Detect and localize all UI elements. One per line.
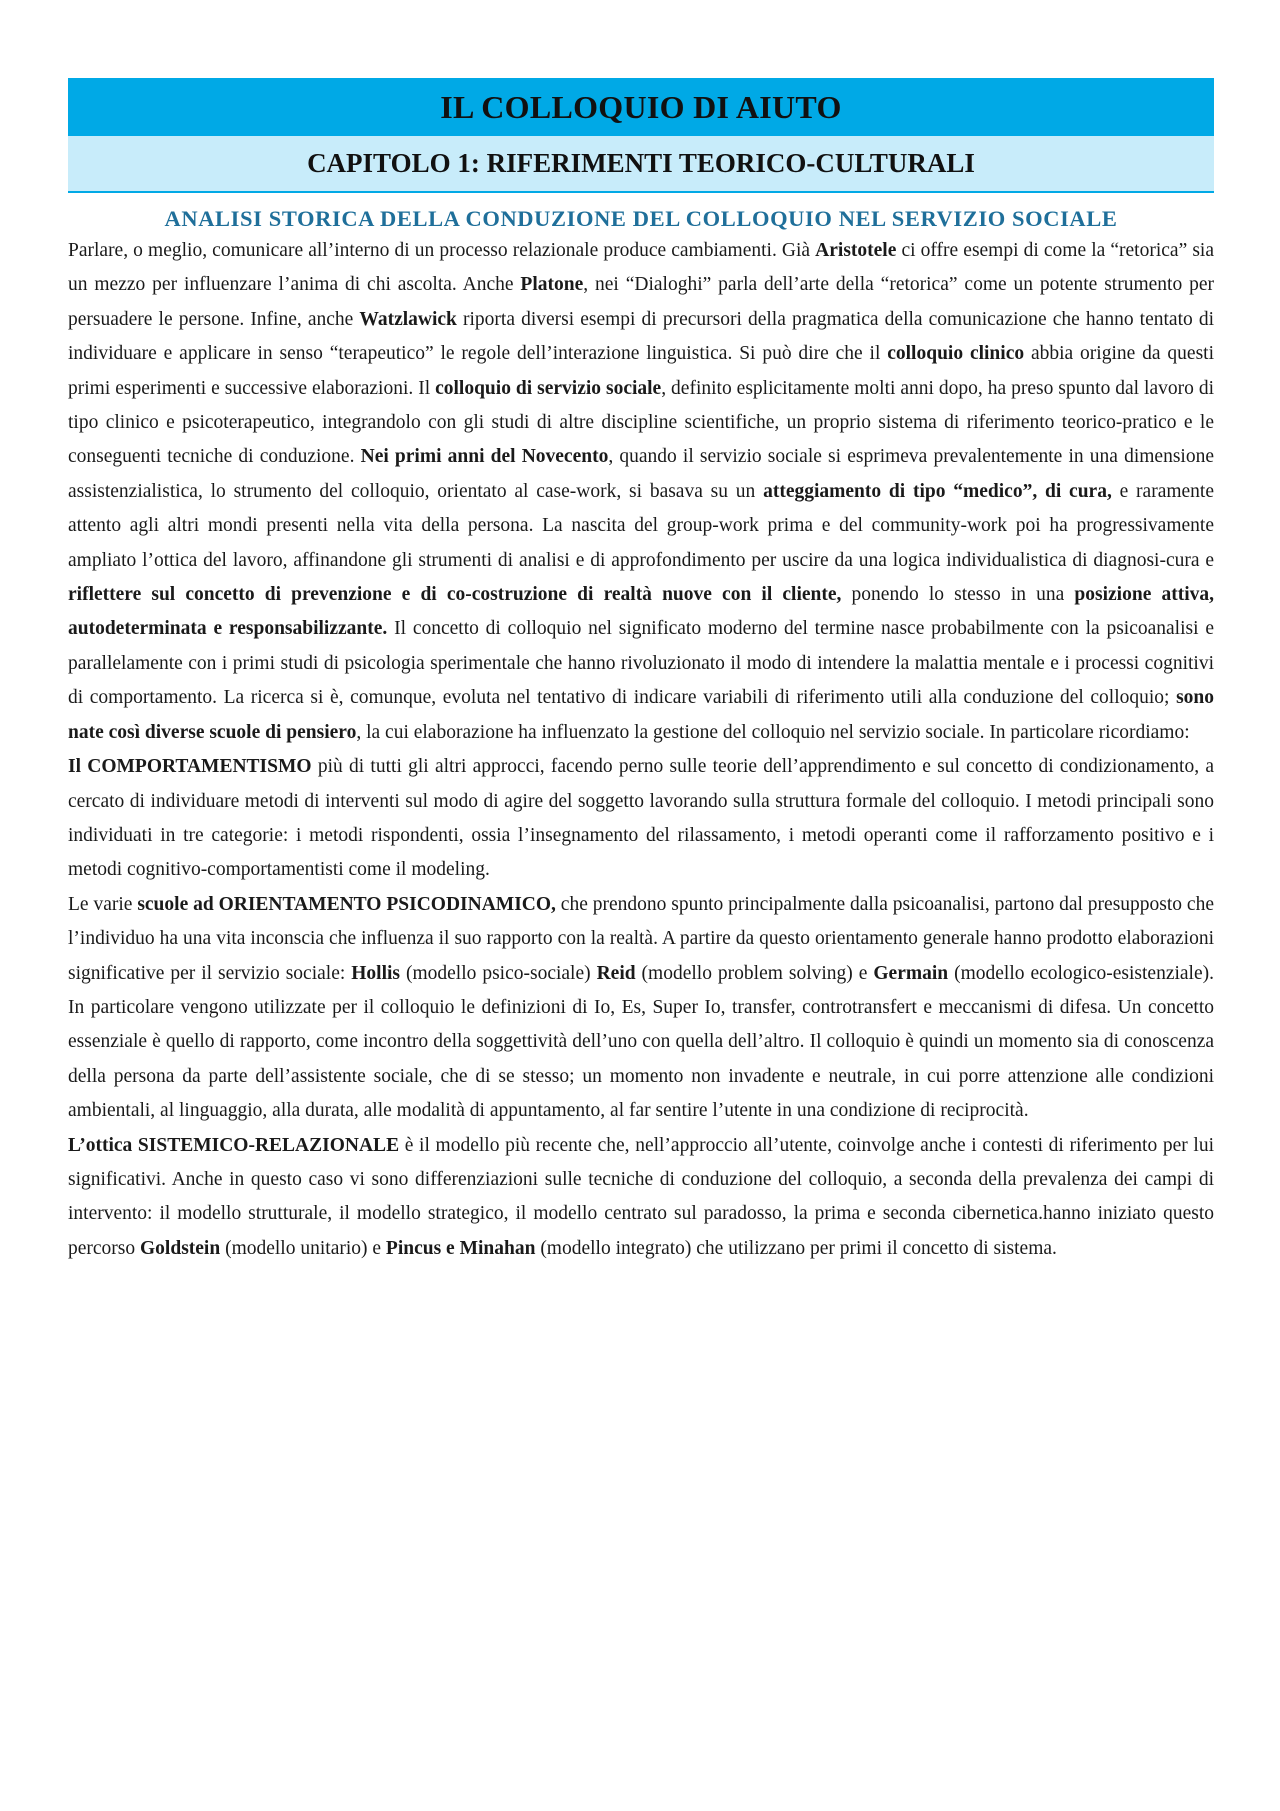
document-page (68, 78, 1214, 1266)
chapter-banner (68, 136, 1214, 193)
chapter-title: CAPITOLO 1: RIFERIMENTI TEORICO-CULTURALI (307, 148, 975, 178)
paragraph-comportamentismo: Il COMPORTAMENTISMO più di tutti gli altri approcci, facendo perno sulle teorie dell’apprendimento e sul concetto di condizionamento, a cercato di individuare metodi di interventi sul modo di agire del soggetto lavorando sulla struttura formale del colloquio. I metodi principali sono individuati in tre categorie: i metodi rispondenti, ossia l’insegnamento del rilassamento, i metodi operanti come il rafforzamento positivo e i metodi cognitivo-comportamentisti come il modeling. (68, 756, 1215, 881)
title-banner (68, 78, 1214, 136)
body-text (68, 234, 1214, 1266)
section-title: ANALISI STORICA DELLA CONDUZIONE DEL COLLOQUIO NEL SERVIZIO SOCIALE (164, 206, 1118, 231)
document-title: IL COLLOQUIO DI AIUTO (440, 88, 842, 125)
paragraph-intro: Parlare, o meglio, comunicare all’interno di un processo relazionale produce cambiamenti. Già Aristotele ci offre esempi di come la “retorica” sia un mezzo per influenzare l’anima di chi ascolta. Anche Platone, nei “Dialoghi” parla dell’arte della “retorica” come un potente strumento per persuadere le persone. Infine, anche Watzlawick riporta diversi esempi di precursori della pragmatica della comunicazione che hanno tentato di individuare e applicare in senso “terapeutico” le regole dell’interazione linguistica. Si può dire che il colloquio clinico abbia origine da questi primi esperimenti e successive elaborazioni. Il colloquio di servizio sociale, definito esplicitamente molti anni dopo, ha preso spunto dal lavoro di tipo clinico e psicoterapeutico, integrandolo con gli studi di altre discipline scientifiche, un proprio sistema di riferimento teorico-pratico e le conseguenti tecniche di conduzione. Nei primi anni del Novecento, quando il servizio sociale si esprimeva prevalentemente in una dimensione assistenzialistica, lo strumento del colloquio, orientato al case-work, si basava su un atteggiamento di tipo “medico”, di cura, e raramente attento agli altri mondi presenti nella vita della persona. La nascita del group-work prima e del community-work poi ha progressivamente ampliato l’ottica del lavoro, affinandone gli strumenti di analisi e di approfondimento per uscire da una logica individualistica di diagnosi-cura e riflettere sul concetto di prevenzione e di co-costruzione di realtà nuove con il cliente, ponendo lo stesso in una posizione attiva, autodeterminata e responsabilizzante. Il concetto di colloquio nel significato moderno del termine nasce probabilmente con la psicoanalisi e parallelamente con i primi studi di psicologia sperimentale che hanno rivoluzionato il modo di intendere la malattia mentale e i processi cognitivi di comportamento. La ricerca si è, comunque, evoluta nel tentativo di indicare variabili di riferimento utili alla conduzione del colloquio; sono nate così diverse scuole di pensiero, la cui elaborazione ha influenzato la gestione del colloquio nel servizio sociale. In particolare ricordiamo: (68, 240, 1215, 743)
paragraph-sistemico: L’ottica SISTEMICO-RELAZIONALE è il modello più recente che, nell’approccio all’utente, coinvolge anche i contesti di riferimento per lui significativi. Anche in questo caso vi sono differenziazioni sulle tecniche di conduzione del colloquio, a seconda della prevalenza dei campi di intervento: il modello strutturale, il modello strategico, il modello centrato sul paradosso, la prima e seconda cibernetica.hanno iniziato questo percorso Goldstein (modello unitario) e Pincus e Minahan (modello integrato) che utilizzano per primi il concetto di sistema. (68, 1134, 1214, 1259)
paragraph-psicodinamico: Le varie scuole ad ORIENTAMENTO PSICODINAMICO, che prendono spunto principalmente dalla psicoanalisi, partono dal presupposto che l’individuo ha una vita inconscia che influenza il suo rapporto con la realtà. A partire da questo orientamento generale hanno prodotto elaborazioni significative per il servizio sociale: Hollis (modello psico-sociale) Reid (modello problem solving) e Germain (modello ecologico-esistenziale). In particolare vengono utilizzate per il colloquio le definizioni di Io, Es, Super Io, transfer, controtransfert e meccanismi di difesa. Un concetto essenziale è quello di rapporto, come incontro della soggettività dell’uno con quella dell’altro. Il colloquio è quindi un momento sia di conoscenza della persona da parte dell’assistente sociale, che di se stesso; un momento non invadente e neutrale, in cui porre attenzione alle condizioni ambientali, al linguaggio, alla durata, alle modalità di appuntamento, al far sentire l’utente in una condizione di reciprocità. (68, 893, 1214, 1122)
